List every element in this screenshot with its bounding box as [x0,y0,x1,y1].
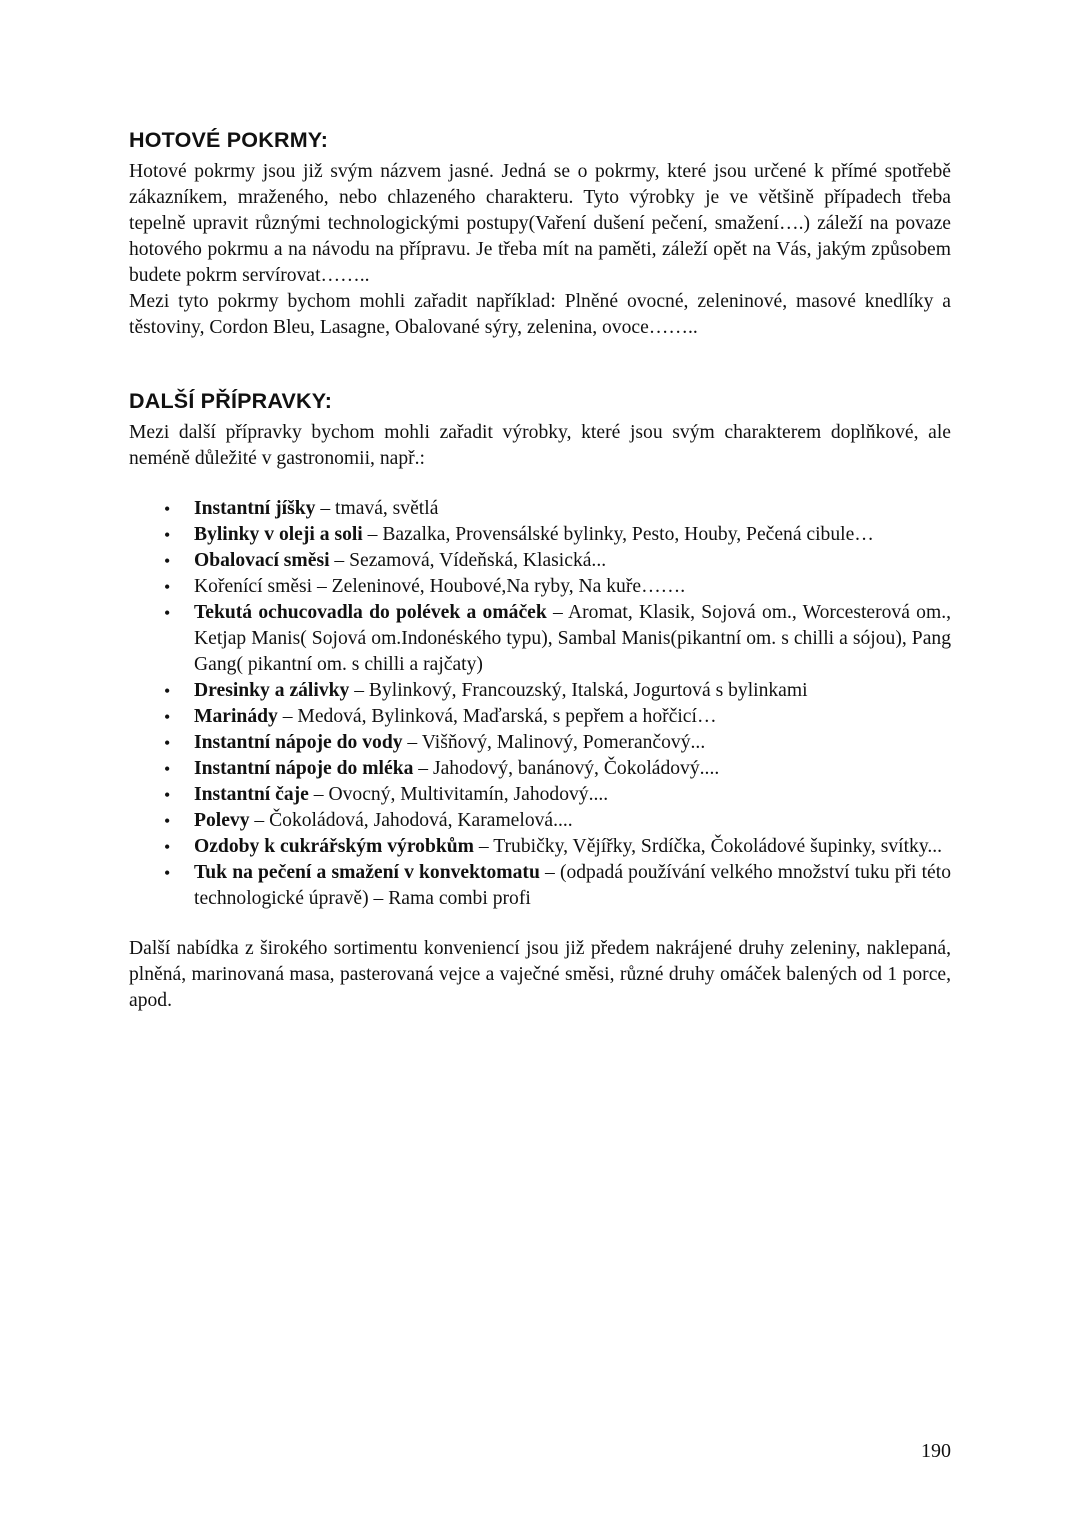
list-item-title: Instantní čaje [194,784,309,805]
document-page [129,124,951,1014]
section-heading-hotove-pokrmy: HOTOVÉ POKRMY: [129,128,329,152]
list-item-title: Instantní jíšky [194,498,316,519]
product-list [129,496,951,912]
bullet-icon: • [164,525,171,545]
list-item-text: Kořenící směsi – Zeleninové, Houbové,Na ryby, Na kuře……. [194,576,686,597]
list-item-title: Instantní nápoje do vody [194,732,403,753]
bullet-icon: • [164,759,171,779]
bullet-icon: • [164,837,171,857]
paragraph-hotove-pokrmy-examples: Mezi tyto pokrmy bychom mohli zařadit například: Plněné ovocné, zeleninové, masové knedlíky a těstoviny, Cordon Bleu, Lasagne, Obalované sýry, zelenina, ovoce…….. [129,291,951,338]
bullet-icon: • [164,577,171,597]
list-item [129,548,951,574]
paragraph-hotove-pokrmy-intro: Hotové pokrmy jsou již svým názvem jasné. Jedná se o pokrmy, které jsou určené k přímé spotřebě zákazníkem, mraženého, nebo chlazeného charakteru. Tyto výrobky je ve většině případech třeba tepelně upravit různými technologickými postupy(Vaření dušení pečení, smažení….) záleží na povaze hotového pokrmu a na návodu na přípravu. Je třeba mít na paměti, záleží opět na Vás, jakým způsobem budete pokrm servírovat…….. [129,161,951,286]
list-item-text: – Sezamová, Vídeňská, Klasická... [329,550,607,571]
bullet-icon: • [164,707,171,727]
list-item-text: – Bazalka, Provensálské bylinky, Pesto, Houby, Pečená cibule… [362,524,874,545]
list-item-text: – (odpadá používání velkého množství tuku při této technologické úpravě) – Rama combi profi [194,862,951,909]
bullet-icon: • [164,733,171,753]
list-item [129,496,951,522]
list-item-title: Ozdoby k cukrářským výrobkům [194,836,474,857]
list-item [129,756,951,782]
list-item [129,808,951,834]
bullet-icon: • [164,603,171,623]
list-item-text: – tmavá, světlá [315,498,439,519]
list-item-text: – Čokoládová, Jahodová, Karamelová.... [249,810,573,831]
list-item [129,860,951,912]
section-dalsi-pripravky [129,385,951,1014]
list-item-title: Bylinky v oleji a soli [194,524,363,545]
list-item [129,600,951,678]
bullet-icon: • [164,499,171,519]
list-item [129,782,951,808]
bullet-icon: • [164,863,171,883]
bullet-icon: • [164,811,171,831]
list-item-text: – Aromat, Klasik, Sojová om., Worcesterová om., Ketjap Manis( Sojová om.Indonéského typu), Sambal Manis(pikantní om. s chilli a sójou), Pang Gang( pikantní om. s chilli a rajčaty) [194,602,951,675]
paragraph-dalsi-pripravky-intro: Mezi další přípravky bychom mohli zařadit výrobky, které jsou svým charakterem doplňkové, ale neméně důležité v gastronomii, např.: [129,422,951,469]
bullet-icon: • [164,785,171,805]
paragraph-closing: Další nabídka z širokého sortimentu konveniencí jsou již předem nakrájené druhy zeleniny, naklepaná, plněná, marinovaná masa, pasterovaná vejce a vaječné směsi, různé druhy omáček balených od 1 porce, apod. [129,938,951,1011]
list-item-title: Tekutá ochucovadla do polévek a omáček [194,602,547,623]
list-item [129,522,951,548]
list-item-text: – Višňový, Malinový, Pomerančový... [402,732,706,753]
list-item-title: Obalovací směsi [194,550,330,571]
bullet-icon: • [164,681,171,701]
list-item-text: – Jahodový, banánový, Čokoládový.... [413,758,720,779]
list-item [129,834,951,860]
list-item-text: – Ovocný, Multivitamín, Jahodový.... [308,784,609,805]
list-item-title: Instantní nápoje do mléka [194,758,414,779]
list-item-text: – Bylinkový, Francouzský, Italská, Jogurtová s bylinkami [349,680,808,701]
section-heading-dalsi-pripravky: DALŠÍ PŘÍPRAVKY: [129,389,333,413]
list-item-title: Polevy [194,810,250,831]
list-item [129,574,951,600]
list-item [129,730,951,756]
list-item-text: – Medová, Bylinková, Maďarská, s pepřem a hořčicí… [277,706,717,727]
list-item [129,704,951,730]
page-number: 190 [921,1440,951,1462]
list-item-title: Dresinky a zálivky [194,680,350,701]
bullet-icon: • [164,551,171,571]
list-item [129,678,951,704]
list-item-title: Tuk na pečení a smažení v konvektomatu [194,862,540,883]
list-item-text: – Trubičky, Vějířky, Srdíčka, Čokoládové šupinky, svítky... [474,836,943,857]
list-item-title: Marinády [194,706,278,727]
